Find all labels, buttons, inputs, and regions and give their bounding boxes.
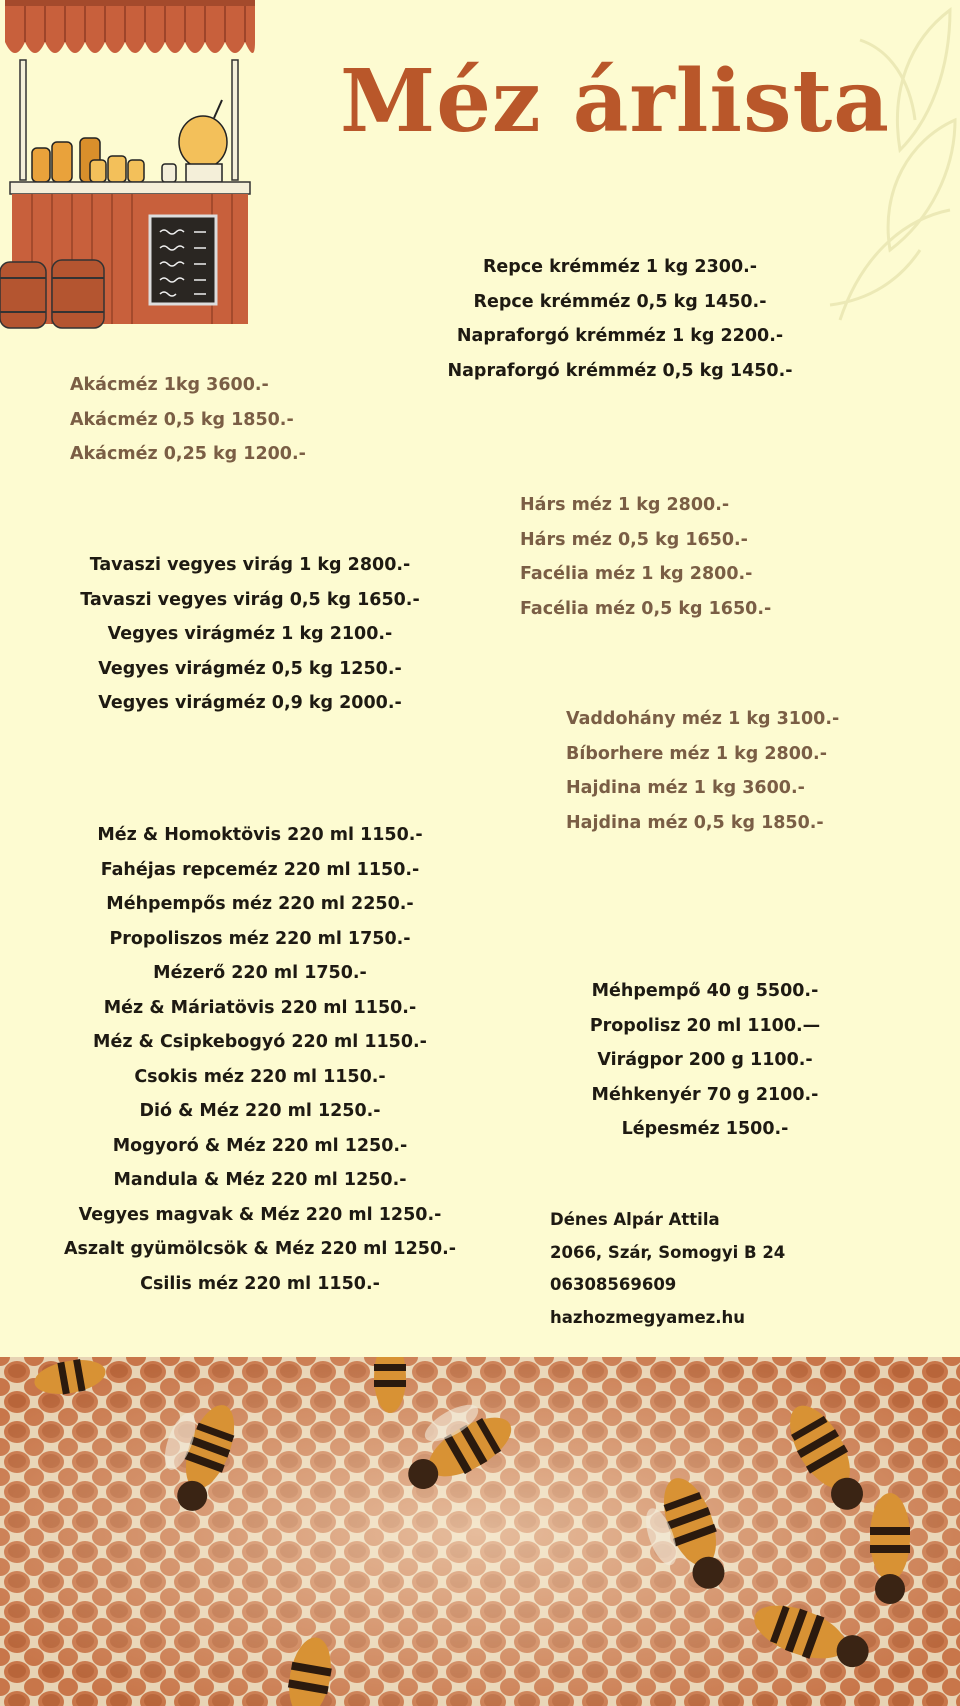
price-item: Hárs méz 1 kg 2800.- bbox=[520, 495, 730, 515]
specialty-honey-prices bbox=[566, 702, 906, 840]
price-item: Vegyes virágméz 0,5 kg 1250.- bbox=[98, 658, 402, 679]
price-item: Napraforgó krémméz 0,5 kg 1450.- bbox=[447, 360, 793, 381]
price-item: Vegyes virágméz 1 kg 2100.- bbox=[107, 624, 393, 644]
contact-info bbox=[550, 1204, 785, 1335]
honey-stall-illustration bbox=[0, 0, 260, 330]
contact-name: Dénes Alpár Attila bbox=[550, 1210, 720, 1229]
mixed-flower-honey-prices bbox=[40, 548, 460, 721]
price-item: Mézerő 220 ml 1750.- bbox=[153, 963, 367, 983]
price-item: Méhpempő 40 g 5500.- bbox=[591, 981, 819, 1001]
price-item: Méhkenyér 70 g 2100.- bbox=[591, 1084, 819, 1105]
contact-address: 2066, Szár, Somogyi B 24 bbox=[550, 1242, 786, 1262]
stall-counter bbox=[12, 194, 248, 324]
contact-website[interactable]: hazhozmegyamez.hu bbox=[550, 1308, 746, 1328]
price-item: Propoliszos méz 220 ml 1750.- bbox=[109, 928, 411, 949]
price-item: Vegyes magvak & Méz 220 ml 1250.- bbox=[78, 1204, 442, 1225]
price-item: Facélia méz 0,5 kg 1650.- bbox=[520, 598, 772, 619]
price-item: Napraforgó krémméz 1 kg 2200.- bbox=[456, 326, 784, 346]
price-item: Méz & Máriatövis 220 ml 1150.- bbox=[103, 997, 417, 1018]
price-item: Propolisz 20 ml 1100.— bbox=[589, 1015, 821, 1036]
price-item: Lépesméz 1500.- bbox=[621, 1119, 789, 1139]
price-item: Vegyes virágméz 0,9 kg 2000.- bbox=[98, 693, 402, 713]
price-item: Méz & Csipkebogyó 220 ml 1150.- bbox=[93, 1032, 427, 1052]
price-item: Bíborhere méz 1 kg 2800.- bbox=[566, 743, 827, 764]
price-item: Csokis méz 220 ml 1150.- bbox=[134, 1066, 386, 1087]
stall-awning bbox=[5, 0, 255, 53]
price-item: Mandula & Méz 220 ml 1250.- bbox=[113, 1170, 407, 1190]
acacia-honey-prices bbox=[70, 368, 390, 472]
price-item: Repce krémméz 0,5 kg 1450.- bbox=[473, 291, 767, 312]
honeycomb-bees-photo bbox=[0, 1357, 960, 1706]
price-item: Hajdina méz 1 kg 3600.- bbox=[566, 778, 805, 798]
flavored-honey-prices bbox=[30, 818, 490, 1301]
price-item: Tavaszi vegyes virág 0,5 kg 1650.- bbox=[80, 589, 420, 610]
page-title: Méz árlista bbox=[340, 51, 890, 152]
contact-phone[interactable]: 06308569609 bbox=[550, 1275, 677, 1295]
price-item: Méhpempős méz 220 ml 2250.- bbox=[106, 894, 414, 914]
price-item: Aszalt gyümölcsök & Méz 220 ml 1250.- bbox=[63, 1239, 457, 1259]
price-item: Virágpor 200 g 1100.- bbox=[597, 1050, 813, 1070]
price-item: Facélia méz 1 kg 2800.- bbox=[520, 564, 753, 584]
price-item: Fahéjas repceméz 220 ml 1150.- bbox=[100, 859, 420, 880]
price-item: Mogyoró & Méz 220 ml 1250.- bbox=[112, 1135, 408, 1156]
price-item: Tavaszi vegyes virág 1 kg 2800.- bbox=[89, 555, 411, 575]
price-item: Akácméz 0,25 kg 1200.- bbox=[70, 444, 306, 464]
honey-jars bbox=[32, 100, 227, 182]
price-item: Vaddohány méz 1 kg 3100.- bbox=[566, 709, 840, 729]
price-item: Hárs méz 0,5 kg 1650.- bbox=[520, 529, 748, 550]
linden-phacelia-honey-prices bbox=[520, 488, 840, 626]
price-item: Hajdina méz 0,5 kg 1850.- bbox=[566, 812, 824, 833]
price-item: Csilis méz 220 ml 1150.- bbox=[140, 1273, 380, 1294]
price-item: Akácméz 1kg 3600.- bbox=[70, 375, 269, 395]
price-item: Repce krémméz 1 kg 2300.- bbox=[482, 257, 758, 277]
barrels bbox=[0, 260, 104, 328]
price-item: Akácméz 0,5 kg 1850.- bbox=[70, 409, 294, 430]
price-item: Méz & Homoktövis 220 ml 1150.- bbox=[97, 825, 423, 845]
bee-icon bbox=[870, 1493, 910, 1604]
bee-product-prices bbox=[520, 974, 890, 1147]
cream-honey-prices bbox=[380, 250, 860, 388]
price-item: Dió & Méz 220 ml 1250.- bbox=[139, 1101, 381, 1121]
